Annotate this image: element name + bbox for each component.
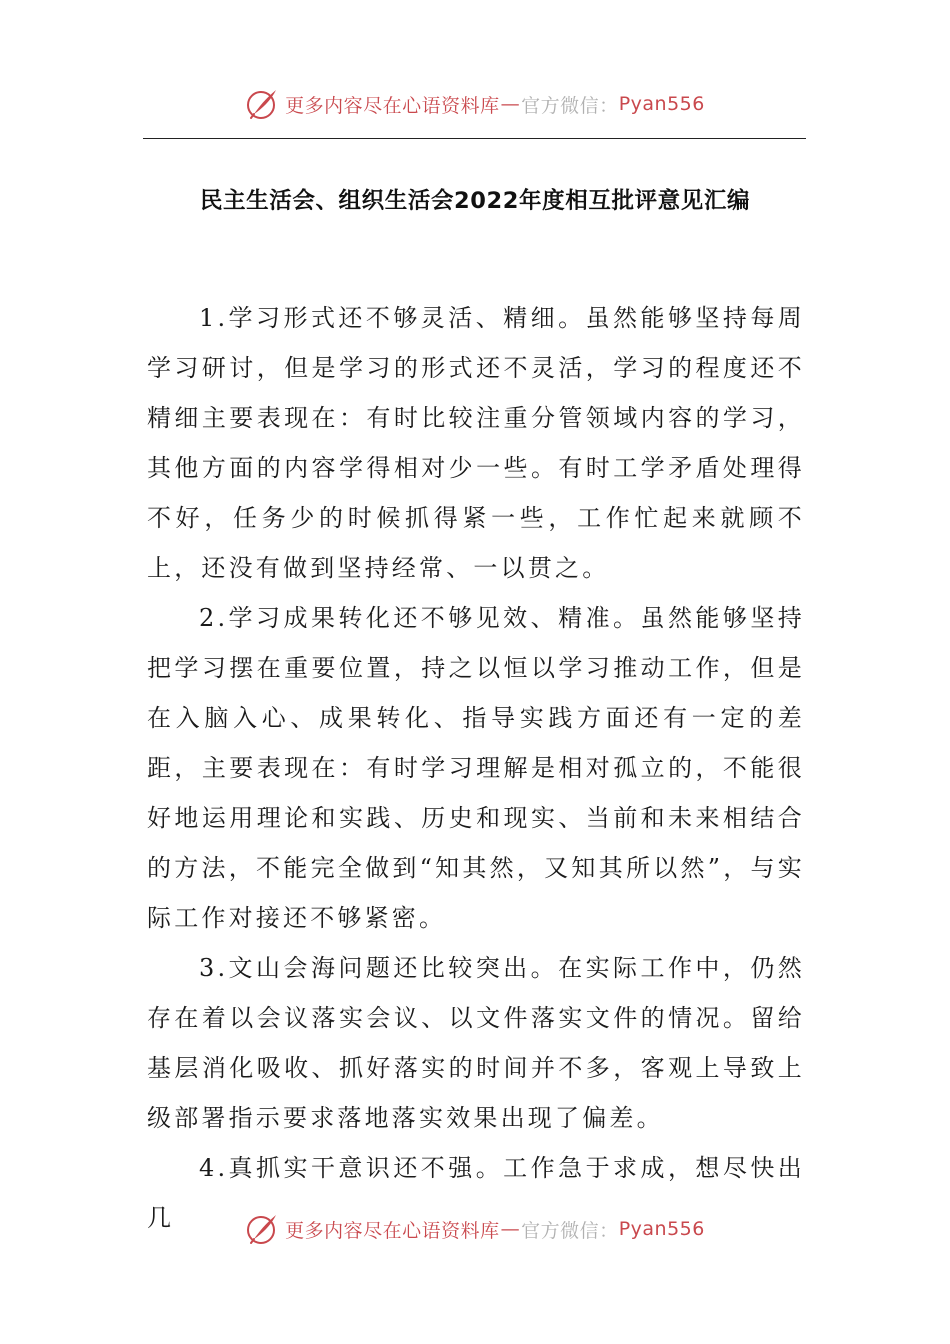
document-title: 民主生活会、组织生活会2022年度相互批评意见汇编	[199, 188, 751, 214]
quill-pen-logo-icon	[245, 1212, 279, 1246]
footer-wechat-label: 官方微信：	[521, 1219, 619, 1242]
paragraph-3: 3.文山会海问题还比较突出。在实际工作中，仍然存在着以会议落实会议、以文件落实文件的情况。留给基层消化吸收、抓好落实的时间并不多，客观上导致上级部署指示要求落地落实效果出现了偏差。	[147, 954, 805, 1132]
header-banner	[0, 86, 950, 122]
footer-brand-text: 更多内容尽在心语资料库	[285, 1219, 500, 1242]
footer-banner	[0, 1211, 950, 1247]
footer-wechat-id: Pyan556	[618, 1218, 705, 1240]
banner-wechat-label: 官方微信：	[521, 94, 619, 117]
paragraph-1: 1.学习形式还不够灵活、精细。虽然能够坚持每周学习研讨，但是学习的形式还不灵活，学习的程度还不精细主要表现在：有时比较注重分管领域内容的学习，其他方面的内容学得相对少一些。有时工学矛盾处理得不好，任务少的时候抓得紧一些，工作忙起来就顾不上，还没有做到坚持经常、一以贯之。	[147, 304, 805, 582]
banner-wechat-id: Pyan556	[618, 93, 705, 115]
paragraph-2: 2.学习成果转化还不够见效、精准。虽然能够坚持把学习摆在重要位置，持之以恒以学习推动工作，但是在入脑入心、成果转化、指导实践方面还有一定的差距，主要表现在：有时学习理解是相对孤立的，不能很好地运用理论和实践、历史和现实、当前和未来相结合的方法，不能完全做到“知其然，又知其所以然”，与实际工作对接还不够紧密。	[147, 604, 805, 932]
banner-brand-text: 更多内容尽在心语资料库	[285, 94, 500, 117]
banner-separator: —	[500, 93, 521, 115]
document-body	[147, 293, 805, 1243]
footer-separator: —	[500, 1218, 521, 1240]
header-divider	[143, 138, 806, 139]
paragraph-4: 4.真抓实干意识还不强。工作急于求成，想尽快出几	[147, 1154, 805, 1232]
quill-pen-logo-icon	[245, 87, 279, 121]
